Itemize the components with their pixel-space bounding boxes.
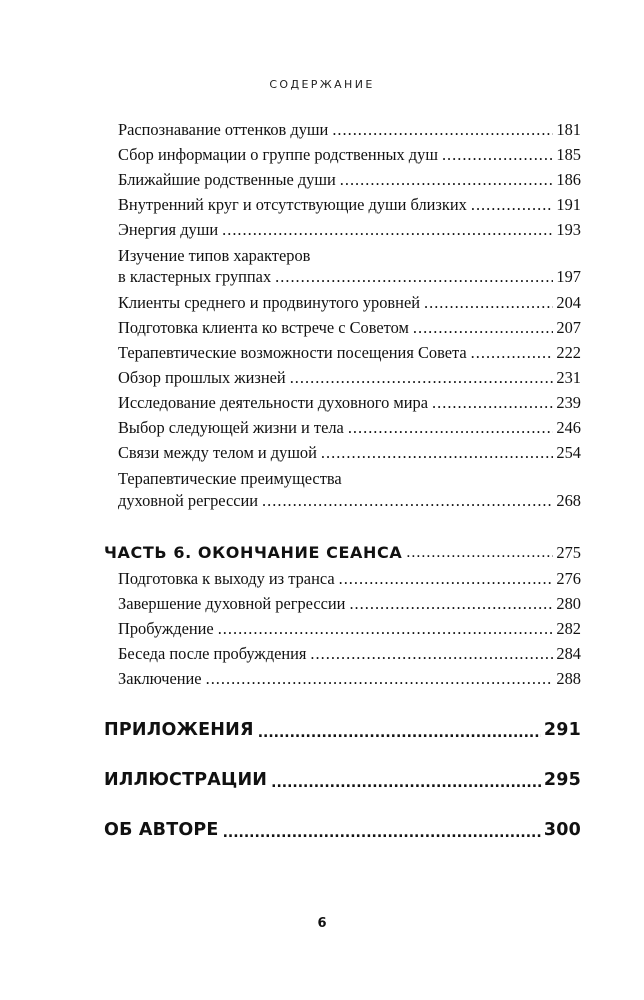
part-title: ЧАСТЬ 6. ОКОНЧАНИЕ СЕАНСА: [104, 543, 403, 563]
toc-section-illustrations[interactable]: [104, 772, 581, 790]
running-header: СОДЕРЖАНИЕ: [269, 78, 375, 91]
toc-entry-page: 231: [556, 368, 581, 387]
toc-entry-title: Распознавание оттенков души: [118, 120, 329, 139]
leader-dots: [340, 172, 554, 188]
toc-entry-title: духовной регрессии: [118, 491, 259, 510]
toc-entry-page: 191: [556, 195, 581, 214]
toc-entry-title: Ближайшие родственные души: [118, 170, 336, 189]
toc-entry-title: Терапевтические возможности посещения Совета: [118, 343, 467, 362]
leader-dots: [262, 493, 553, 509]
toc-entry-title: Энергия души: [118, 220, 219, 239]
toc-section-appendices[interactable]: [104, 722, 581, 740]
toc-entry-title: Подготовка клиента ко встрече с Советом: [118, 318, 409, 337]
toc-entry[interactable]: [118, 445, 581, 461]
toc-entry-title: Пробуждение: [118, 619, 214, 638]
toc-entry-page: 197: [556, 267, 581, 286]
toc-entry-page: 239: [556, 393, 581, 412]
toc-entry-page: 193: [556, 220, 581, 239]
toc-entry[interactable]: [118, 269, 581, 285]
toc-entry-page: 207: [556, 318, 581, 337]
toc-entry-title: в кластерных группах: [118, 267, 272, 286]
toc-section-about-author[interactable]: [104, 822, 581, 840]
section-page: 291: [543, 720, 581, 740]
toc-entry-title: Беседа после пробуждения: [118, 644, 307, 663]
leader-dots: [349, 596, 553, 612]
toc-entry[interactable]: [118, 395, 581, 411]
toc-entry-page: 288: [556, 669, 581, 688]
toc-entry-title: Обзор прошлых жизней: [118, 368, 286, 387]
leader-dots: [442, 147, 553, 163]
leader-dots: [471, 197, 554, 213]
leader-dots: [471, 345, 554, 361]
leader-dots: [275, 269, 553, 285]
leader-dots: [206, 671, 554, 687]
toc-entry-page: 284: [556, 644, 581, 663]
leader-dots: [432, 395, 553, 411]
page-number: 6: [317, 916, 327, 931]
toc-entry[interactable]: [118, 345, 581, 361]
toc-entry-page: 268: [556, 491, 581, 510]
toc-entry[interactable]: [118, 493, 581, 509]
toc-entry[interactable]: [118, 596, 581, 612]
section-title: ОБ АВТОРЕ: [104, 820, 219, 840]
toc-entry[interactable]: [118, 197, 581, 213]
toc-entry-title-line1[interactable]: Изучение типов характеров: [118, 246, 311, 265]
leader-dots: [413, 320, 554, 336]
toc-entry[interactable]: [118, 320, 581, 336]
toc-entry-title: Внутренний круг и отсутствующие души близких: [118, 195, 467, 214]
toc-entry-title: Заключение: [118, 669, 202, 688]
section-title: ИЛЛЮСТРАЦИИ: [104, 770, 268, 790]
toc-entry-page: 280: [556, 594, 581, 613]
toc-entry-title: Клиенты среднего и продвинутого уровней: [118, 293, 420, 312]
part-page: 275: [556, 543, 581, 562]
leader-dots: [310, 646, 553, 662]
section-page: 300: [543, 820, 581, 840]
toc-entry-page: 181: [556, 120, 581, 139]
toc-entry[interactable]: [118, 222, 581, 238]
section-title: ПРИЛОЖЕНИЯ: [104, 720, 254, 740]
toc-entry-title: Исследование деятельности духовного мира: [118, 393, 429, 412]
toc-entry-page: 222: [556, 343, 581, 362]
toc-entry-page: 254: [556, 443, 581, 462]
toc-entry[interactable]: [118, 571, 581, 587]
toc-entry-title: Выбор следующей жизни и тела: [118, 418, 344, 437]
toc-entry[interactable]: [118, 646, 581, 662]
leader-dots: [290, 370, 554, 386]
toc-entry-title: Связи между телом и душой: [118, 443, 317, 462]
toc-entry[interactable]: [118, 370, 581, 386]
leader-dots: [223, 822, 541, 840]
toc-entry-page: 186: [556, 170, 581, 189]
leader-dots: [406, 545, 553, 561]
leader-dots: [271, 772, 541, 790]
toc-entry[interactable]: [118, 172, 581, 188]
toc-entry-title: Сбор информации о группе родственных душ: [118, 145, 438, 164]
toc-entry-page: 282: [556, 619, 581, 638]
leader-dots: [424, 295, 553, 311]
leader-dots: [332, 122, 553, 138]
toc-entry[interactable]: [118, 122, 581, 138]
leader-dots: [339, 571, 554, 587]
toc-entry-page: 246: [556, 418, 581, 437]
toc-entry[interactable]: [118, 621, 581, 637]
leader-dots: [348, 420, 554, 436]
toc-entry-page: 276: [556, 569, 581, 588]
toc-entry[interactable]: [118, 147, 581, 163]
toc-entry-page: 185: [556, 145, 581, 164]
toc-entry-title-line1[interactable]: Терапевтические преимущества: [118, 469, 342, 488]
toc-entry-title: Завершение духовной регрессии: [118, 594, 346, 613]
toc-entry[interactable]: [118, 295, 581, 311]
leader-dots: [321, 445, 554, 461]
toc-entry-title: Подготовка к выходу из транса: [118, 569, 335, 588]
toc-entry-page: 204: [556, 293, 581, 312]
leader-dots: [258, 722, 541, 740]
leader-dots: [222, 222, 553, 238]
toc-entry[interactable]: [118, 420, 581, 436]
leader-dots: [218, 621, 554, 637]
toc-entry[interactable]: [118, 671, 581, 687]
section-page: 295: [543, 770, 581, 790]
toc-part-heading[interactable]: [104, 545, 581, 561]
